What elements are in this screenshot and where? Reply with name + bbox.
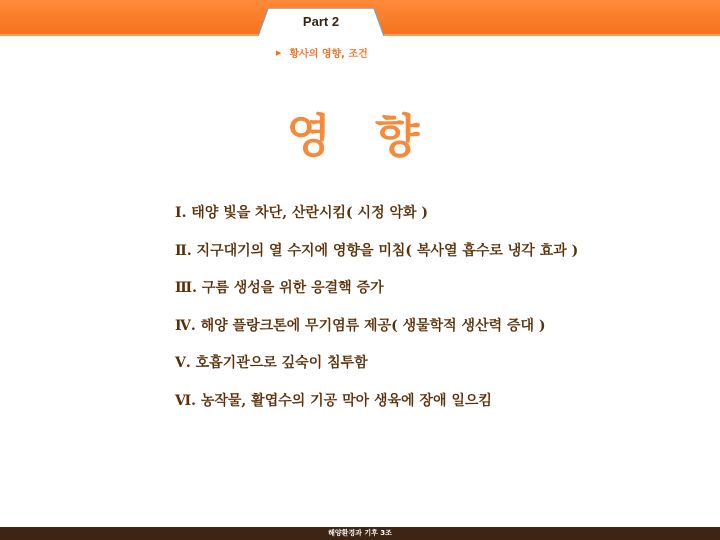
item-numeral: Ⅴ — [175, 355, 186, 372]
part-tab — [258, 8, 384, 36]
item-numeral: Ⅲ — [175, 280, 193, 297]
item-text: . 농작물, 활엽수의 기공 막아 생육에 장애 일으킴 — [191, 392, 492, 409]
list-item — [175, 353, 578, 391]
footer-text: 해양환경과 기후 3조 — [328, 529, 392, 537]
list-item — [175, 203, 578, 241]
item-numeral: Ⅱ — [175, 242, 187, 259]
list-item — [175, 278, 578, 316]
item-numeral: Ⅵ — [175, 392, 192, 409]
part-tab-label: Part 2 — [302, 14, 340, 29]
item-text: . 지구대기의 열 수지에 영향을 미침( 복사열 흡수로 냉각 효과 ) — [186, 242, 579, 259]
triangle-right-icon: ▶ — [276, 48, 282, 57]
item-text: . 구름 생성을 위한 응결핵 증가 — [192, 280, 384, 297]
breadcrumb-label: 황사의 영향, 조건 — [289, 49, 368, 60]
item-numeral: Ⅳ — [175, 317, 191, 334]
effects-list — [175, 203, 578, 429]
footer-bar — [0, 527, 720, 540]
slide-title: 영 향 — [286, 109, 434, 163]
list-item — [175, 316, 578, 354]
item-text: . 해양 플랑크톤에 무기염류 제공( 생물학적 생산력 증대 ) — [190, 317, 546, 334]
item-text: . 태양 빛을 차단, 산란시킴( 시정 악화 ) — [181, 205, 429, 221]
item-text: . 호흡기관으로 깊숙이 침투함 — [185, 355, 368, 372]
list-item — [175, 391, 578, 429]
item-numeral: Ⅰ — [175, 205, 182, 221]
list-item — [175, 241, 578, 279]
breadcrumb — [276, 45, 368, 60]
